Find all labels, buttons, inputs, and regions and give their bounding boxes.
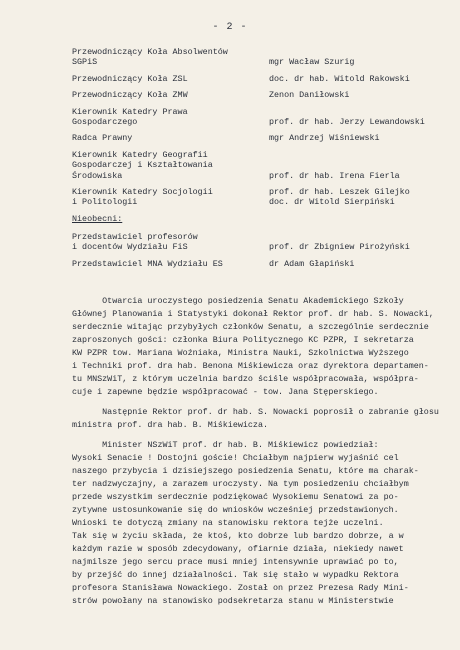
attendee-name-line: mgr Andrzej Wiśniewski	[269, 133, 380, 144]
paragraph	[72, 439, 434, 608]
attendee-name	[269, 242, 442, 252]
attendee-name	[269, 259, 442, 269]
attendee-name-line: dr Adam Głapiński	[269, 258, 355, 269]
text-line: ministra prof. dra hab. B. Miśkiewicza.	[72, 420, 269, 430]
text-line: zaproszonych gości: członka Biura Politycznego KC PZPR, I sekretarza	[72, 335, 414, 345]
attendee-role	[72, 47, 269, 68]
text-line: Wnioski te dotyczą zmiany na stanowisku rektora tejże uczelni.	[72, 518, 384, 528]
attendee-role	[72, 107, 269, 128]
text-line: profesora Stanisława Nowackiego. Został on przez Prezesa Rady Mini-	[72, 583, 409, 593]
attendee-role-line: Przewodniczący Koła ZSL	[72, 73, 188, 84]
attendee-name	[269, 90, 442, 100]
attendee-name	[269, 57, 442, 67]
text-line: cuje i zapewne będzie współpracować - tow. Jana Stęperskiego.	[72, 387, 379, 397]
paragraph-gap	[72, 432, 434, 439]
attendee-role-line: Środowiska	[72, 170, 123, 181]
text-line: tu MNSzWiT, z którym uczelnia bardzo ściśle współpracowała, współpra-	[72, 374, 419, 384]
attendee-row	[72, 90, 442, 100]
attendee-role	[72, 74, 269, 84]
attendee-row	[72, 74, 442, 84]
attendee-role-line: Gospodarczego	[72, 117, 138, 128]
attendee-row	[72, 47, 442, 68]
attendee-name-line: doc. dr hab. Witold Rakowski	[269, 73, 410, 84]
attendance-list	[72, 47, 442, 275]
text-line: naszego przybycia i dzisiejszego posiedzenia Senatu, które ma charak-	[72, 466, 419, 476]
text-line: Otwarcia uroczystego posiedzenia Senatu Akademickiego Szkoły	[72, 296, 404, 306]
attendee-role-line: Kierownik Katedry Geografii	[72, 149, 208, 160]
text-line: najmilsze jego sercu prace musi mniej intensywnie uprawiać po to,	[72, 557, 399, 567]
attendee-role	[72, 187, 269, 208]
attendee-name-line: prof. dr Zbigniew Pirożyński	[269, 242, 410, 253]
attendee-name	[269, 187, 442, 208]
paragraph	[72, 295, 434, 399]
text-line: KW PZPR tow. Mariana Woźniaka, Ministra Nauki, Szkolnictwa Wyższego	[72, 348, 409, 358]
attendee-name-line: Zenon Daniłowski	[269, 90, 350, 101]
text-line: przede wszystkim serdecznie podziękować Wysokiemu Senatowi za po-	[72, 492, 399, 502]
text-line: strów powołany na stanowisko podsekretarza stanu w Ministerstwie	[72, 596, 394, 606]
attendee-role-line: Przedstawiciel MNA Wydziału ES	[72, 258, 223, 269]
attendee-role-line: SGPiS	[72, 57, 98, 68]
attendee-role	[72, 133, 269, 143]
attendee-name-line: prof. dr hab. Jerzy Lewandowski	[269, 117, 425, 128]
attendee-name	[269, 117, 442, 127]
attendee-role-line: Kierownik Katedry Prawa	[72, 106, 188, 117]
text-line: i Techniki prof. dra hab. Benona Miśkiewicza oraz dyrektora departamen-	[72, 361, 429, 371]
text-line: zytywne ustosunkowanie się do wniosków wcześniej przedstawionych.	[72, 505, 399, 515]
minutes-body	[72, 295, 439, 608]
absent-heading: Nieobecni:	[72, 213, 123, 224]
attendee-role-line: Przewodniczący Koła Absolwentów	[72, 47, 228, 57]
attendee-row	[72, 232, 442, 253]
text-line: ter nadzwyczajny, a zarazem uroczysty. Na tym posiedzeniu chciałbym	[72, 479, 409, 489]
text-line: Tak się w życiu składa, że ktoś, kto dobrze lub bardzo dobrze, a w	[72, 531, 404, 541]
attendee-role-line: Kierownik Katedry Socjologii	[72, 187, 213, 198]
paragraph	[72, 406, 439, 432]
attendee-row	[72, 150, 442, 181]
text-line: Następnie Rektor prof. dr hab. S. Nowacki poprosił o zabranie głosu	[72, 407, 439, 417]
attendee-row	[72, 259, 442, 269]
attendee-role-line: i Politologii	[72, 197, 138, 208]
attendee-role	[72, 150, 269, 181]
attendee-name-line: doc. dr Witold Sierpiński	[269, 197, 395, 208]
attendee-row	[72, 107, 442, 128]
attendee-role-line: Przedstawiciel profesorów	[72, 231, 198, 242]
attendee-role-line: Radca Prawny	[72, 133, 133, 144]
text-line: Głównej Planowania i Statystyki dokonał Rektor prof. dr hab. S. Nowacki,	[72, 309, 434, 319]
text-line: Wysoki Senacie ! Dostojni goście! Chciałbym najpierw wyjaśnić cel	[72, 453, 399, 463]
page-number: - 2 -	[212, 22, 248, 33]
absent-list	[72, 232, 442, 269]
text-line: Minister NSzWiT prof. dr hab. B. Miśkiewicz powiedział:	[72, 440, 379, 450]
text-line: serdecznie witając przybyłych członków Senatu, a szczególnie serdecznie	[72, 322, 429, 332]
attendee-role-line: Przewodniczący Koła ZMW	[72, 90, 188, 101]
text-line: by przejść do innej działalności. Tak się stało w wypadku Rektora	[72, 570, 399, 580]
attendee-name-line: mgr Wacław Szurig	[269, 57, 355, 68]
present-list	[72, 47, 442, 208]
attendee-name-line: prof. dr hab. Irena Fierla	[269, 170, 400, 181]
attendee-role	[72, 90, 269, 100]
attendee-name	[269, 133, 442, 143]
attendee-name	[269, 171, 442, 181]
attendee-role	[72, 232, 269, 253]
attendee-name-line: prof. dr hab. Leszek Gilejko	[269, 187, 410, 198]
attendee-role-line: i docentów Wydziału FiS	[72, 242, 188, 253]
attendee-row	[72, 187, 442, 208]
attendee-name	[269, 74, 442, 84]
attendee-row	[72, 133, 442, 143]
paragraph-gap	[72, 399, 434, 406]
attendee-role-line: Gospodarczej i Kształtowania	[72, 160, 213, 171]
text-line: każdym razie w sposób zdecydowany, ofiarnie działa, niekiedy nawet	[72, 544, 404, 554]
attendee-role	[72, 259, 269, 269]
